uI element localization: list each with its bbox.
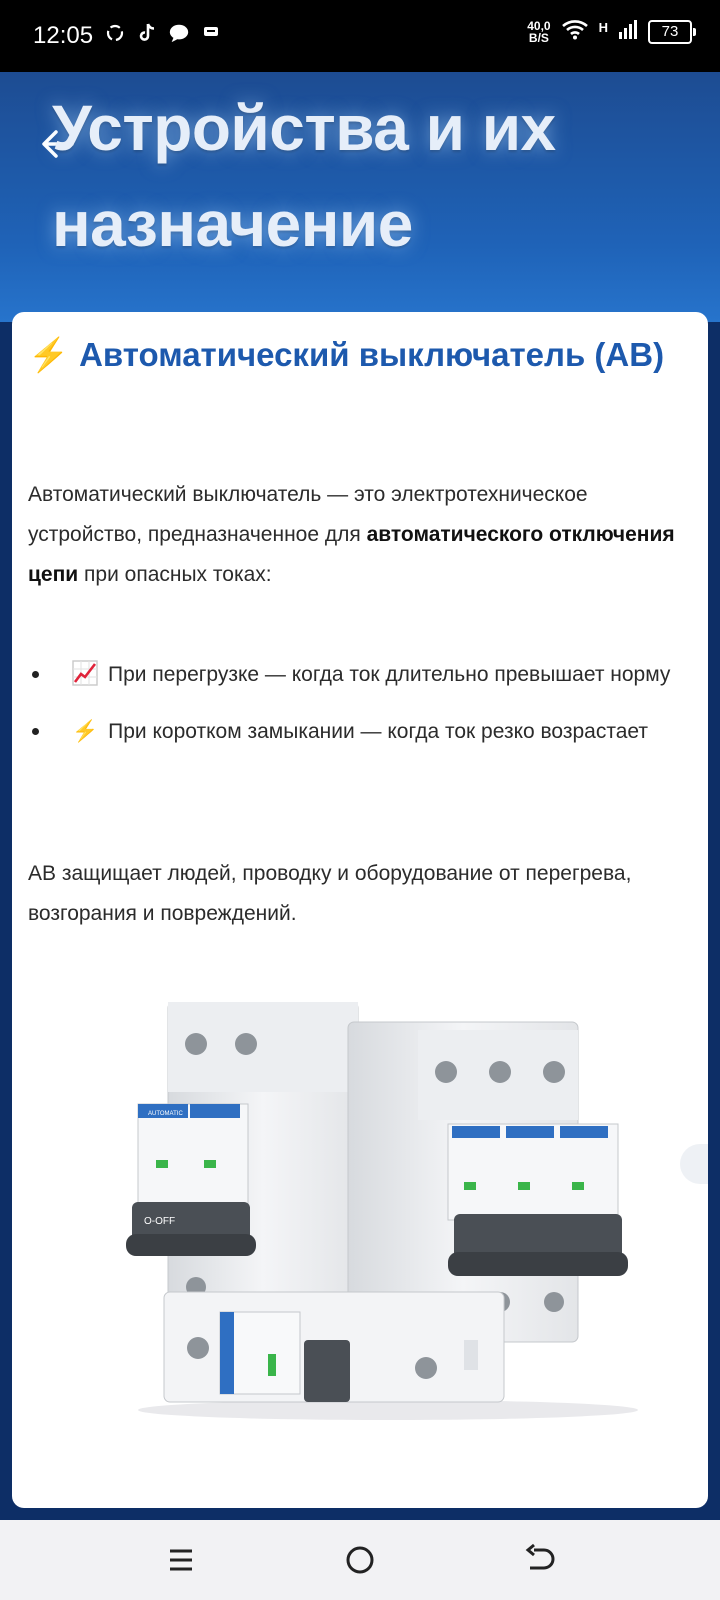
status-time: 12:05 xyxy=(33,22,94,49)
breaker-off-label: O-OFF xyxy=(144,1216,176,1227)
status-bar xyxy=(0,0,720,72)
wifi-icon xyxy=(561,18,589,45)
battery-icon xyxy=(648,20,692,44)
home-icon[interactable] xyxy=(342,1542,378,1578)
page-title: Устройства и их назначение xyxy=(52,92,556,260)
intro-text-end: при опасных токах: xyxy=(78,563,272,586)
lightning-icon: ⚡ xyxy=(72,720,99,743)
notification-icons xyxy=(104,22,222,44)
back-icon[interactable] xyxy=(522,1542,558,1578)
brand-label: AUTOMATIC xyxy=(148,1111,183,1117)
list-item xyxy=(28,655,688,695)
speed-unit: B/S xyxy=(528,30,549,45)
lightning-icon: ⚡ xyxy=(28,336,70,373)
intro-bold-text: автоматического отключения цепи xyxy=(28,523,675,586)
link-chat-icon xyxy=(168,22,190,44)
intro-text-start: Автоматический выключатель — это электротехническое устройство, предназначенное для xyxy=(28,483,588,546)
card-title xyxy=(28,330,698,380)
sync-icon xyxy=(104,22,126,44)
menu-icon[interactable] xyxy=(163,1542,199,1578)
system-icons xyxy=(527,18,692,45)
intro-paragraph xyxy=(28,475,683,595)
tiktok-icon xyxy=(136,22,158,44)
bullet-text: При коротком замыкании — когда ток резко возрастает xyxy=(108,720,649,743)
battery-level: 73 xyxy=(661,23,679,40)
bullet-list xyxy=(28,655,688,769)
speed-value: 40,0 xyxy=(527,18,551,33)
content-card xyxy=(12,312,708,1508)
list-item xyxy=(28,712,688,752)
navigation-bar xyxy=(0,1520,720,1600)
signal-icon xyxy=(618,18,638,45)
chart-increasing-icon xyxy=(72,660,98,686)
signal-label: H xyxy=(598,20,608,35)
bullet-text: При перегрузке — когда ток длительно превышает норму xyxy=(108,663,671,686)
floating-handle[interactable] xyxy=(680,1144,708,1184)
page-header xyxy=(0,72,720,322)
summary-paragraph: АВ защищает людей, проводку и оборудование от перегрева, возгорания и повреждений. xyxy=(28,862,632,925)
circuit-breakers-photo xyxy=(108,1002,648,1422)
message-icon xyxy=(200,22,222,44)
network-speed xyxy=(527,20,550,44)
card-title-text: Автоматический выключатель (АВ) xyxy=(79,336,665,373)
